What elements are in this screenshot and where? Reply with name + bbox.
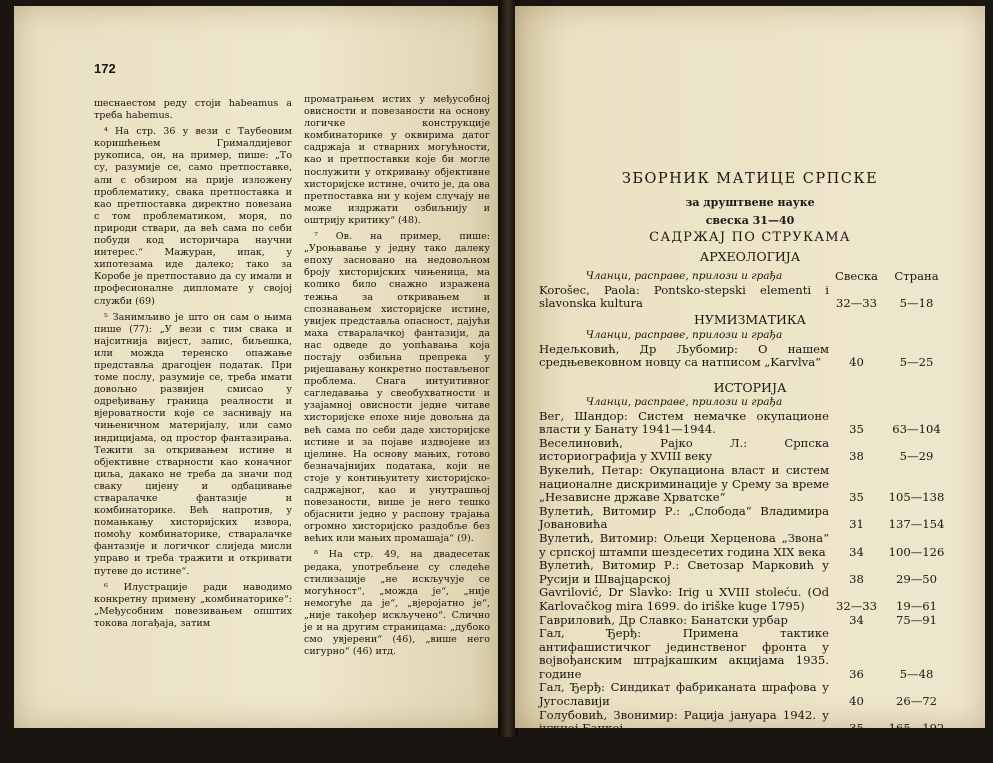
toc-entry-pages: 75—91 [895,612,938,627]
toc-entry-volume: 35 [849,721,864,736]
page-number: 172 [94,61,116,76]
section-subhead: Чланци, расправе, прилози и грађа [585,329,783,341]
footnote-4: ⁴ На стр. 36 у вези с Таубеовим коришћењем Грималдијевог рукописа, он, на пример, пише: „То су, разумије се, само претпоставке, али с обзиром на прије изложену проблематику, свака претпоставка и као претпоставка директно повезана с том проблематиком, моря, по природи ствари, да већ сама по себи побуди код историчара научни интерес.“ Мажуран, ипак, у хипотезама иде далеко; тако за Коробе је претпоставио да су имали и професионалне дипломате у својој служби (69) [94,126,292,307]
toc-entry-title: Гавриловић, Др Славко: Банатски урбар [539,612,788,627]
toc-row [539,709,979,736]
toc-entry-pages: 5—25 [899,355,934,370]
toc-entry-title: Голубовић, Звонимир: Рација јануара 1942. у јужној Бачкој [539,707,829,736]
toc-row [539,343,979,370]
toc-entry-title: Gavrilović, Dr Slavko: Irig u XVIII stoleću. (Od Karlovačkog mira 1699. do iriške kuge 1795) [539,585,829,613]
toc-row [539,532,979,559]
toc-entry-volume: 40 [849,694,864,709]
section-history: ИСТОРИЈА [713,380,787,395]
journal-title: ЗБОРНИК МАТИЦЕ СРПСКЕ [621,171,879,187]
section-subhead: Чланци, расправе, прилози и грађа [585,396,783,408]
toc-row [539,464,979,505]
toc-row [539,437,979,464]
toc-entry-pages: 19—61 [895,598,938,613]
toc-entry-title: Вулетић, Витомир: Ољеци Херценова „Звона“ у српској штампи шездесетих година XIX века [539,530,829,559]
toc-row [539,681,979,708]
toc-entry-title: Гал, Ђерђ: Примена тактике антифашистичког јединственог фронта у војвођанским штрајкашким акцијама 1935. године [539,626,829,681]
paragraph: шеснаестом реду стоји habeamus а треба habemus. [94,98,292,122]
toc-entry-title: Гал, Ђерђ: Синдикат фабриканата шрафова у Југославији [539,680,829,709]
right-page [515,6,985,763]
toc-entry-volume: 35 [849,422,864,437]
toc-entry-title: Korošec, Paola: Pontsko-stepski elementi i slavonska kultura [539,282,829,311]
toc-row [539,505,979,532]
toc-entry-volume: 34 [849,612,864,627]
footnote-7: ⁷ Ов. на пример, пише: „Уроњавање у једну тако далеку епоху засновано на недовољном броју хисторијских чињеница, ма колико било снажно изражена тежња за откривањем и спознавањем хисторијске истине, увијек представља опасност, дајући маха стваралачкој фантазији, да нас одведе до уопћавања која постају озбиљна препрека у ријешавању конкретно постављеног проблема. Снага интуитивног сагледавања у свеобухватности и узајамној овисности једне читаве хисторијске епохе није довољна да већ сама по себи даде хисторијске истине и за појаве издвојене из цјелине. На основу мањих, готово безначајнијих података, који не стоје у контињуитету хисторијско-садржајног, као и унутрашњој повезаности, више је него тешко објаснити једно у распону трајања огромно хисторијско раздобље без већих или мањих промашаја“ (9). [304,231,490,545]
toc-entry-title: Недељковић, Др Љубомир: О нашем средњевековном новцу са натписом „Karvlva“ [539,341,829,370]
left-column-2 [304,94,490,662]
toc-entry-title: Вулетић, Витомир Р.: Светозар Марковић у Русији и Швајцарској [539,558,829,586]
contents-heading: САДРЖАЈ ПО СТРУКАМА [649,230,851,245]
toc-entry-volume: 38 [849,449,864,464]
column-header-volume: Свеска [835,269,878,283]
toc-history [539,396,979,763]
toc-archaeology [539,270,979,311]
left-column-1 [94,98,292,634]
toc-entry-pages: 137—154 [888,517,945,532]
toc-subhead-row [539,329,979,343]
toc-entry-title: Вег, Шандор: Систем немачке окупационе власти у Банату 1941—1944. [539,408,829,437]
toc-entry-pages: 5—18 [899,296,934,311]
toc-row [539,586,979,613]
toc-subhead-row [539,396,979,410]
volume-range: свеска 31—40 [705,214,795,227]
footnote-5: ⁵ Занимљиво је што он сам о њима пише (77): „У вези с тим свака и најситнија вијест, запис, биљешка, или можда теренско опажање представља драгоцјен податак. При томе послу, разумије се, треба имати довољно развијен смисао у одређивању граница реалности и вјероватности које се заснивају на чињеничном материјалу, или само индицијама, од простор фантазирања. Тежити за откривањем истине и објективне стварности као коначног циља, дакако не треба да значи под сваку цијену и одбацивање стваралачке фантазије и комбинаторике. Већ напротив, у помањкању хисторијских извора, помоћу комбинаторике, стваралачке фантазије и логичког слиједа мисли управо и треба тражити и откривати путеве до истине“. [94,311,292,577]
toc-entry-pages: 108—129 [888,748,945,763]
footnote-8: ⁸ На стр. 49, на двадесетак редака, употребљене су следеће стилизације „не искључује се могућност“, „можда је“, „није немогуће да је“, „вјеројатно је“, „није такођер искључено“. Слично је и на другим страницама: „дубоко смо увјерени“ (46), „више него сигурно“ (46) итд. [304,549,490,658]
toc-entry-volume: 32—33 [835,296,878,311]
toc-row [539,627,979,681]
section-numismatics: НУМИЗМАТИКА [693,312,807,327]
toc-entry-volume: 34 [849,544,864,559]
section-subhead: Чланци, расправе, прилози и грађа [585,270,783,282]
journal-subtitle: за друштвене науке [685,196,815,209]
footnote-6: ⁶ Илустрације ради наводимо конкретну примену „комбинаторике“: „Међусобним повезивањем општих токова логађаја, затим [94,581,292,629]
toc-entry-volume: 35 [849,490,864,505]
section-archaeology: АРХЕОЛОГИЈА [699,249,801,264]
toc-header-row [539,270,979,284]
toc-entry-pages: 26—72 [895,694,938,709]
paragraph: проматрањем истих у међусобној овисности и повезаности на основу логичке конструкције комбинаторике у оквирима датог садржаја и стварних могућности, као и претпоставки које би могле послужити у откривању објективне хисторијске истине, очито је, да ова претпоставка ни у којем случају не може издржати озбиљнију и оштрију критику“ (48). [304,94,490,226]
toc-numismatics [539,329,979,370]
toc-entry-pages: 100—126 [888,544,945,559]
toc-entry-pages: 29—50 [895,571,938,586]
toc-entry-volume: 32—33 [835,598,878,613]
toc-entry-title: Ивковић, Божидар: Затвори, концентрациони и радни логори у Банату 1941—1944. [539,734,829,763]
column-header-page: Страна [894,269,939,283]
toc-entry-pages: 165—192 [888,721,945,736]
toc-entry-pages: 5—48 [899,666,934,681]
toc-entry-volume: 38 [849,571,864,586]
toc-row [539,284,979,311]
left-page [14,6,500,728]
toc-entry-pages: 63—104 [892,422,941,437]
toc-entry-pages: 5—29 [899,449,934,464]
toc-row [539,614,979,628]
toc-entry-pages: 105—138 [888,490,945,505]
toc-row [539,736,979,763]
toc-entry-volume: 31 [849,517,864,532]
toc-entry-title: Веселиновић, Рајко Л.: Српска историографија у XVIII веку [539,435,829,464]
toc-entry-volume: 40 [849,355,864,370]
toc-entry-volume: 39 [849,748,864,763]
toc-entry-title: Вукелић, Петар: Окупациона власт и систем националне дискриминације у Срему за време „Независне државе Хрватске“ [539,462,829,505]
toc-row [539,410,979,437]
toc-row [539,559,979,586]
toc-entry-title: Вулетић, Витомир Р.: „Слобода“ Владимира Јовановића [539,503,829,532]
toc-entry-volume: 36 [849,666,864,681]
